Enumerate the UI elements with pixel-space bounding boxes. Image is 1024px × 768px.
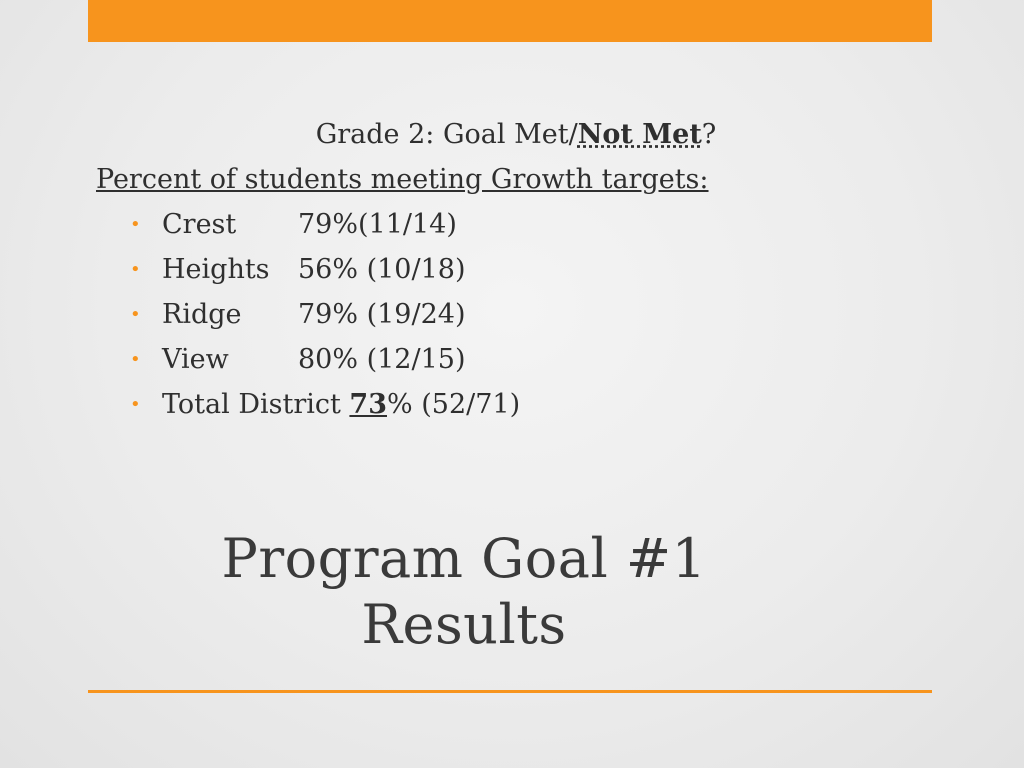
not-met-label: Not Met (577, 119, 702, 150)
question-mark: ? (701, 119, 717, 150)
school-value: 79% (19/24) (298, 299, 466, 330)
school-name: View (162, 344, 229, 375)
school-name: Crest (162, 209, 237, 240)
grade-goal-prefix: Grade 2: Goal Met/ (315, 119, 578, 150)
list-item (130, 202, 916, 247)
top-accent-bar (88, 0, 932, 42)
bullet-icon: • (130, 214, 141, 235)
list-item (130, 337, 916, 382)
total-label: Total District (162, 389, 350, 420)
total-percent: 73 (349, 389, 387, 420)
bullet-icon: • (130, 394, 141, 415)
list-item-total (130, 382, 916, 427)
slide-title (88, 526, 840, 658)
bottom-accent-rule (88, 690, 932, 693)
slide-body (96, 112, 916, 427)
list-item (130, 292, 916, 337)
school-name: Ridge (162, 299, 242, 330)
bullet-icon: • (130, 259, 141, 280)
school-value: 56% (10/18) (298, 254, 466, 285)
list-item (130, 247, 916, 292)
bullet-icon: • (130, 304, 141, 325)
bullet-icon: • (130, 349, 141, 370)
school-results-list (96, 202, 916, 427)
grade-goal-line (96, 112, 896, 157)
school-name: Heights (162, 254, 270, 285)
school-value: 80% (12/15) (298, 344, 466, 375)
title-line-2: Results (361, 593, 567, 656)
school-value: 79%(11/14) (298, 209, 457, 240)
growth-targets-heading: Percent of students meeting Growth targets: (96, 164, 709, 195)
total-rest: % (52/71) (387, 389, 521, 420)
title-line-1: Program Goal #1 (221, 527, 707, 590)
